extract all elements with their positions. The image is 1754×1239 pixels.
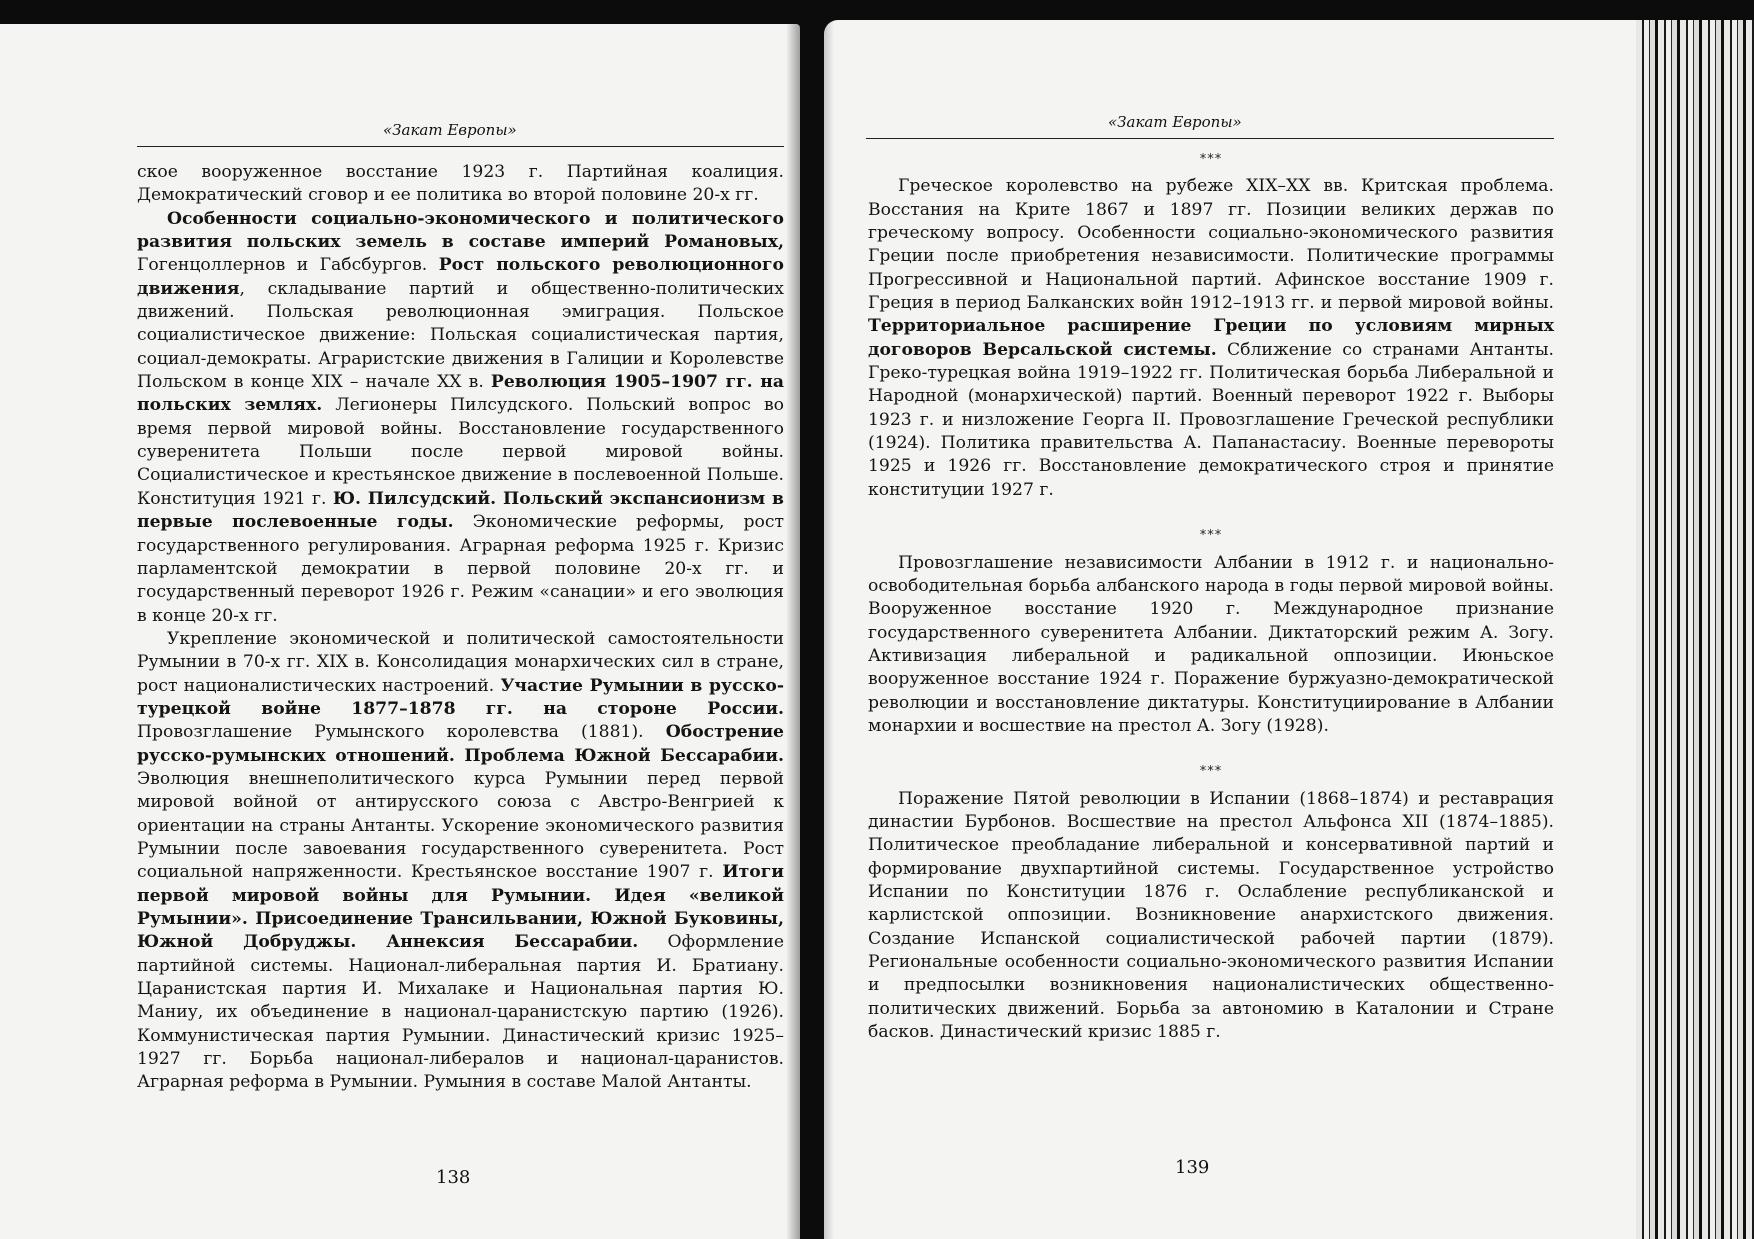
bold-heading-text: Участие Румынии в русско-турецкой войне 1877–1878 гг. на стороне России. <box>137 675 785 719</box>
paragraph <box>137 208 784 628</box>
body-text-run: Эволюция внешнеполитического курса Румынии перед первой мировой войной от антирусского союза с Австро-Венгрией к ориентации на страны Антанты. Ускорение экономического развития Румынии после завоевания государственного суверенитета. Рост социальной напряженности. Крестьянское восстание 1907 г. <box>137 768 784 883</box>
body-text-run: Легионеры Пилсудского. Польский вопрос во время первой мировой войны. Восстановление государственного суверенитета Польши после первой мировой войны. Социалистическое и крестьянское движение в послевоенной Польше. Конституция 1921 г. <box>137 395 784 509</box>
body-text-run: ское вооруженное восстание 1923 г. Партийная коалиция. Демократический сговор и ее политика во второй половине 20-х гг. <box>137 162 784 206</box>
body-text-run: Экономические реформы, рост государственного регулирования. Аграрная реформа 1925 г. Кризис парламентской демократии в первой половине 20-х гг. и государственный переворот 1926 г. Режим «санации» и его эволюция в конце 20-х гг. <box>137 512 784 626</box>
body-text-run: Греческое королевство на рубеже XIX–XX вв. Критская проблема. Восстания на Крите 1867 и 1897 гг. Позиции великих держав по греческому вопросу. Особенности социально-экономического развития Греции после приобретения независимости. Политические программы Прогрессивной и Национальной партий. Афинское восстание 1909 г. Греция в период Балканских войн 1912–1913 гг. и первой мировой войны. <box>868 176 1554 314</box>
paragraph <box>137 161 784 208</box>
section-separator: *** <box>1199 764 1223 780</box>
left-page <box>0 24 800 1239</box>
left-body-text <box>137 161 784 1095</box>
right-header-rule <box>866 138 1554 139</box>
gutter-shadow <box>824 20 834 1239</box>
right-page-number: 139 <box>1175 1157 1210 1178</box>
right-page <box>824 20 1636 1239</box>
body-text-run: Гогенцоллернов и Габсбургов. <box>137 255 439 276</box>
paragraph <box>868 175 1554 502</box>
bold-heading-text: Революция 1905–1907 гг. на польских землях. <box>137 372 784 416</box>
body-text-run: Поражение Пятой революции в Испании (1868–1874) и реставрация династии Бурбонов. Восшествие на престол Альфонса XII (1874–1885). Политическое преобладание либеральной и консервативной партий и формирование двухпартийной системы. Государственное устройство Испании по Конституции 1876 г. Ослабление республиканской и карлистской оппозиции. Возникновение анархистского движения. Создание Испанской социалистической рабочей партии (1879). Региональные особенности социально-экономического развития Испании и предпосылки возникновения националистических общественно-политических движений. Борьба за автономию в Каталонии и Стране басков. Династический кризис 1885 г. <box>868 788 1554 1043</box>
body-text-run: Оформление партийной системы. Национал-либеральная партия И. Братиану. Царанистская партия И. Михалаке и Национальная партия Ю. Маниу, их объединение в национал-царанистскую партию (1926). Коммунистическая партия Румынии. Династический кризис 1925–1927 гг. Борьба национал-либералов и национал-царанистов. Аграрная реформа в Румынии. Румыния в составе Малой Антанты. <box>137 932 784 1093</box>
body-text-run: , складывание партий и общественно-политических движений. Польская революционная эмиграция. Польское социалистическое движение: Польская социалистическая партия, социал-демократы. Аграристские движения в Галиции и Королевстве Польском в конце XIX – начале XX в. <box>137 278 784 393</box>
body-text-run: Укрепление экономической и политической самостоятельности Румынии в 70-х гг. XIX в. Консолидация монархических сил в стране, рост националистических настроений. <box>137 628 784 696</box>
page-edges <box>1636 20 1754 1239</box>
right-running-head: «Закат Европы» <box>1108 113 1242 131</box>
paragraph <box>868 552 1554 739</box>
body-text-run: Сближение со странами Антанты. Греко-турецкая война 1919–1922 гг. Политическая борьба Либеральной и Народной (монархической) партий. Военный переворот 1922 г. Выборы 1923 г. и низложение Георга II. Провозглашение Греческой республики (1924). Политика правительства А. Папанастасиу. Военные перевороты 1925 и 1926 гг. Восстановление демократического строя и принятие конституции 1927 г. <box>868 339 1555 500</box>
section-separator: *** <box>1199 528 1223 544</box>
paragraph <box>137 628 784 1095</box>
paragraph <box>868 788 1554 1045</box>
left-running-head: «Закат Европы» <box>383 121 517 139</box>
gutter-shadow <box>786 24 800 1239</box>
right-body-text <box>868 148 1554 1044</box>
bold-heading-text: Особенности социально-экономического и политического развития польских земель в составе империй Романовых, <box>137 208 784 253</box>
left-page-number: 138 <box>436 1167 471 1188</box>
bold-heading-text: Итоги первой мировой войны для Румынии. Идея «великой Румынии». Присоединение Трансильвании, Южной Буковины, Южной Добруджы. Аннексия Бессарабии. <box>137 862 784 953</box>
bold-heading-text: Обострение русско-румынских отношений. Проблема Южной Бессарабии. <box>137 722 784 766</box>
section-separator: *** <box>1199 152 1223 167</box>
bold-heading-text: Ю. Пилсудский. Польский экспансионизм в первые послевоенные годы. <box>137 488 784 533</box>
body-text-run: Провозглашение Румынского королевства (1881). <box>137 722 666 743</box>
left-header-rule <box>137 146 784 147</box>
body-text-run: Провозглашение независимости Албании в 1912 г. и национально-освободительная борьба албанского народа в годы первой мировой войны. Вооруженное восстание 1920 г. Международное признание государственного суверенитета Албании. Диктаторский режим А. Зогу. Активизация либеральной и радикальной оппозиции. Июньское вооруженное восстание 1924 г. Поражение буржуазно-демократической революции и восстановление диктатуры. Конституциирование в Албании монархии и восшествие на престол А. Зогу (1928). <box>868 552 1554 736</box>
bold-heading-text: Рост польского революционного движения <box>137 255 784 299</box>
bold-heading-text: Территориальное расширение Греции по условиям мирных договоров Версальской системы. <box>868 316 1554 360</box>
